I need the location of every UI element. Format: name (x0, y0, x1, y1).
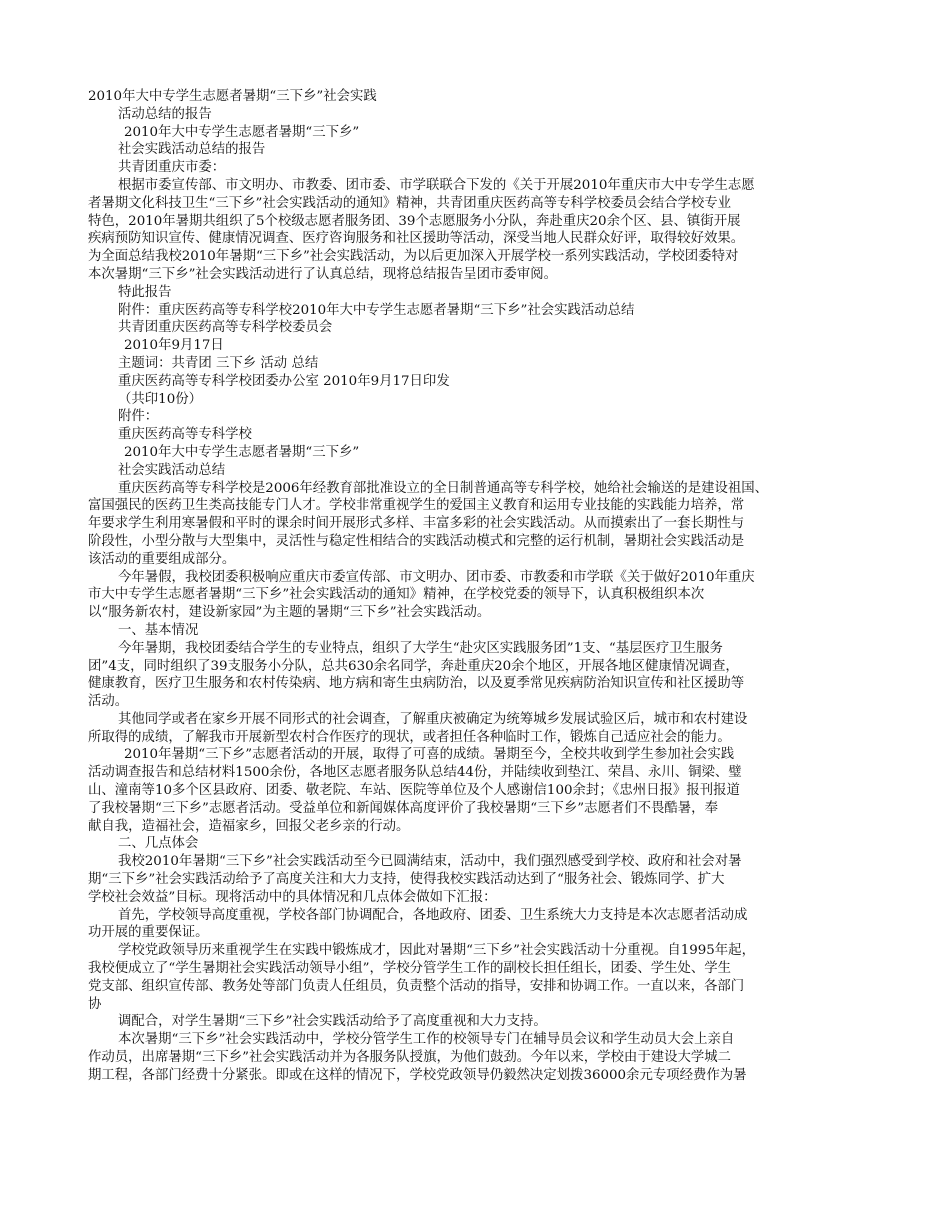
text-line: 其他同学或者在家乡开展不同形式的社会调查，了解重庆被确定为统筹城乡发展试验区后，城市和农村建设 (118, 711, 748, 727)
text-line: 期工程，各部门经费十分紧张。即或在这样的情况下，学校党政领导仍毅然决定划拨36000余元专项经费作为暑 (88, 1067, 747, 1083)
text-line: 期“三下乡”社会实践活动给予了高度关注和大力支持，使得我校实践活动达到了“服务社会、锻炼同学、扩大 (88, 872, 725, 888)
text-line: 学校党政领导历来重视学生在实践中锻炼成才，因此对暑期“三下乡”社会实践活动十分重视。自1995年起， (118, 943, 755, 959)
text-line: 2010年大中专学生志愿者暑期“三下乡” (124, 444, 360, 460)
text-line: 了我校暑期“三下乡”志愿者活动。受益单位和新闻媒体高度评价了我校暑期“三下乡”志愿者们不畏酷暑，奉 (88, 800, 718, 816)
text-line: 富国强民的医药卫生类高技能专门人才。学校非常重视学生的爱国主义教育和运用专业技能的实践能力培养，常 (88, 498, 745, 514)
text-line: 首先，学校领导高度重视，学校各部门协调配合，各地政府、团委、卫生系统大力支持是本次志愿者活动成 (118, 907, 748, 923)
text-line: 作动员，出席暑期“三下乡”社会实践活动并为各服务队授旗，为他们鼓劲。今年以来，学校由于建设大学城二 (88, 1050, 732, 1066)
text-line: 活动总结的报告 (118, 106, 212, 122)
text-line: 我校便成立了“学生暑期社会实践活动领导小组”，学校分管学生工作的副校长担任组长，团委、学生处、学生 (88, 961, 732, 977)
text-line: 社会实践活动总结 (118, 462, 226, 478)
text-line: 2010年暑期“三下乡”志愿者活动的开展，取得了可喜的成绩。暑期至今，全校共收到学生参加社会实践 (124, 747, 735, 763)
text-line: 特色，2010年暑期共组织了5个校级志愿者服务团、39个志愿服务小分队，奔赴重庆20余个区、县、镇街开展 (88, 213, 741, 229)
text-line: 共青团重庆医药高等专科学校委员会 (118, 320, 333, 336)
text-line: 功开展的重要保证。 (88, 925, 209, 941)
text-line: 2010年大中专学生志愿者暑期“三下乡” (124, 124, 360, 140)
text-line: 该活动的重要组成部分。 (88, 551, 236, 567)
text-line: 健康教育，医疗卫生服务和农村传染病、地方病和寄生虫病防治，以及夏季常见疾病防治知识宣传和社区援助等 (88, 676, 745, 692)
text-line: （共印10份） (118, 391, 202, 407)
text-line: 一、基本情况 (118, 622, 199, 638)
text-line: 所取得的成绩，了解我市开展新型农村合作医疗的现状，或者担任各种临时工作，锻炼自己适应社会的能力。 (88, 729, 731, 745)
text-line: 献自我，造福社会，造福家乡，回报父老乡亲的行动。 (88, 818, 410, 834)
text-line: 团”4支，同时组织了39支服务小分队，总共630余名同学，奔赴重庆20余个地区，开展各地区健康情况调查， (88, 658, 739, 674)
text-line: 附件： (118, 409, 159, 425)
text-line: 调配合，对学生暑期“三下乡”社会实践活动给予了高度重视和大力支持。 (118, 1014, 547, 1030)
text-line: 活动调查报告和总结材料1500余份，各地区志愿者服务队总结44份，并陆续收到垫江、荣昌、永川、铜梁、璧 (88, 765, 742, 781)
text-line: 重庆医药高等专科学校团委办公室 2010年9月17日印发 (118, 373, 450, 389)
text-line: 本次暑期“三下乡”社会实践活动进行了认真总结，现将总结报告呈团市委审阅。 (88, 266, 557, 282)
text-line: 社会实践活动总结的报告 (118, 142, 266, 158)
text-line: 我校2010年暑期“三下乡”社会实践活动至今已圆满结束，活动中，我们强烈感受到学校、政府和社会对暑 (118, 854, 742, 870)
text-line: 市大中专学生志愿者暑期“三下乡”社会实践活动的通知》精神，在学校党委的领导下，认真积极组织本次 (88, 587, 705, 603)
text-line: 今年暑期，我校团委结合学生的专业特点，组织了大学生“赴灾区实践服务团”1支、“基层医疗卫生服务 (118, 640, 723, 656)
text-line: 以“服务新农村，建设新家园”为主题的暑期“三下乡”社会实践活动。 (88, 605, 491, 621)
text-line: 协 (88, 996, 102, 1012)
text-line: 为全面总结我校2010年暑期“三下乡”社会实践活动，为以后更加深入开展学校一系列实践活动，学校团委特对 (88, 249, 739, 265)
text-line: 主题词：共青团 三下乡 活动 总结 (118, 355, 319, 371)
text-line: 特此报告 (118, 284, 172, 300)
text-line: 今年暑假，我校团委积极响应重庆市委宣传部、市文明办、团市委、市教委和市学联《关于做好2010年重庆 (118, 569, 755, 585)
text-line: 疾病预防知识宣传、健康情况调查、医疗咨询服务和社区援助等活动，深受当地人民群众好评，取得较好效果。 (88, 231, 745, 247)
text-line: 阶段性，小型分散与大型集中，灵活性与稳定性相结合的实践活动模式和完整的运行机制，暑期社会实践活动是 (88, 533, 745, 549)
text-line: 共青团重庆市委： (118, 160, 226, 176)
text-line: 2010年9月17日 (124, 338, 224, 354)
text-line: 根据市委宣传部、市文明办、市教委、团市委、市学联联合下发的《关于开展2010年重庆市大中专学生志愿 (118, 177, 755, 193)
text-line: 者暑期文化科技卫生“三下乡”社会实践活动的通知》精神，共青团重庆医药高等专科学校委员会结合学校专业 (88, 195, 732, 211)
text-line: 山、潼南等10多个区县政府、团委、敬老院、车站、医院等单位及个人感谢信100余封；《忠州日报》报刊报道 (88, 783, 740, 799)
text-line: 党支部、组织宣传部、教务处等部门负责人任组员，负责整个活动的指导，安排和协调工作。一直以来，各部门 (88, 978, 745, 994)
text-line: 本次暑期“三下乡”社会实践活动中，学校分管学生工作的校领导专门在辅导员会议和学生动员大会上亲自 (118, 1032, 735, 1048)
document-body (88, 88, 878, 1085)
text-line: 学校社会效益”目标。现将活动中的具体情况和几点体会做如下汇报： (88, 889, 497, 905)
text-line: 活动。 (88, 694, 129, 710)
text-line: 二、几点体会 (118, 836, 199, 852)
text-line: 年要求学生利用寒暑假和平时的课余时间开展形式多样、丰富多彩的社会实践活动。从而摸索出了一套长期性与 (88, 516, 745, 532)
text-line: 重庆医药高等专科学校是2006年经教育部批准设立的全日制普通高等专科学校，她给社会输送的是建设祖国、 (118, 480, 769, 496)
text-line: 2010年大中专学生志愿者暑期“三下乡”社会实践 (88, 89, 377, 104)
text-line: 附件：重庆医药高等专科学校2010年大中专学生志愿者暑期“三下乡”社会实践活动总结 (118, 302, 635, 318)
text-line: 重庆医药高等专科学校 (118, 427, 252, 443)
